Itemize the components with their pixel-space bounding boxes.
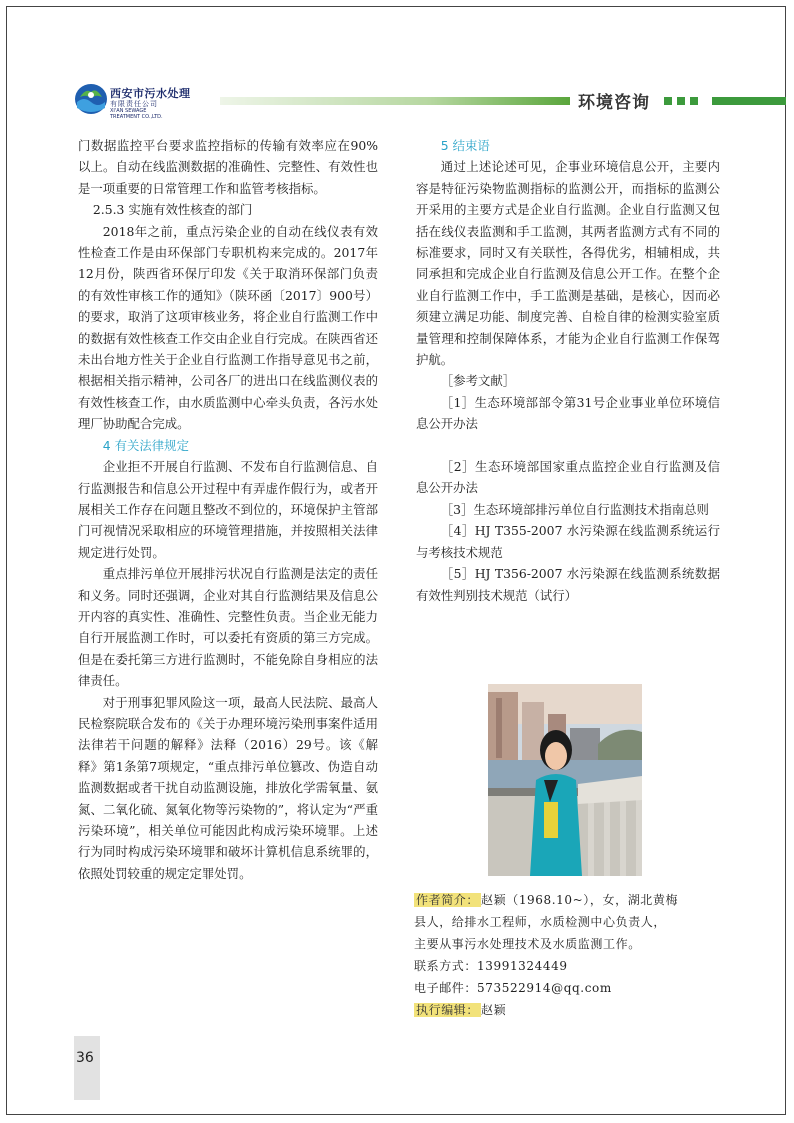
author-photo <box>488 684 642 876</box>
reference-item: ［1］生态环境部部令第31号企业事业单位环境信息公开办法 <box>416 394 720 432</box>
header-square-2 <box>677 97 685 105</box>
author-email: 电子邮件：573522914@qq.com <box>414 981 612 995</box>
spacer <box>416 435 720 456</box>
header-square-1 <box>664 97 672 105</box>
author-intro-label: 作者简介： <box>416 893 480 907</box>
section-heading: 4 有关法律规定 <box>102 437 189 453</box>
editor-label: 执行编辑： <box>416 1003 480 1017</box>
paragraph: 企业拒不开展自行监测、不发布自行监测信息、自行监测报告和信息公开过程中有弄虚作假行为，或者开展相关工作存在问题且整改不到位的，环境保护主管部门可视情况采取相应的环境管理措施，并按照相关法律规定进行处罚。 <box>78 459 378 560</box>
paragraph: 门数据监控平台要求监控指标的传输有效率应在90%以上。自动在线监测数据的准确性、完整性、有效性也是一项重要的日常管理工作和监管考核指标。 <box>78 138 378 196</box>
editor-name: 赵颖 <box>481 1003 507 1017</box>
company-logo <box>74 80 204 124</box>
subsection-heading: 2.5.3 实施有效性核查的部门 <box>92 202 253 218</box>
left-column <box>78 135 378 884</box>
header-square-3 <box>690 97 698 105</box>
reference-item: ［2］生态环境部国家重点监控企业自行监测及信息公开办法 <box>416 459 720 496</box>
paragraph: 重点排污单位开展排污状况自行监测是法定的责任和义务。同时还强调，企业对其自行监测结果及信息公开内容的真实性、准确性、完整性负责。当企业无能力自行开展监测工作时，可以委托有资质的第三方完成。但是在委托第三方进行监测时，不能免除自身相应的法律责任。 <box>78 566 378 689</box>
header-gradient-bar <box>220 97 570 105</box>
author-intro-text: 赵颖（1968.10~），女，湖北黄梅 <box>481 893 679 907</box>
logo-english-line2: TREATMENT CO.,LTD. <box>110 114 163 120</box>
reference-item: ［3］生态环境部排污单位自行监测技术指南总则 <box>440 501 709 517</box>
right-column <box>416 135 720 606</box>
header-right-bar <box>712 97 786 105</box>
paragraph: 通过上述论述可见，企事业环境信息公开，主要内容是特征污染物监测指标的监测公开，而指标的监测公开采用的主要方式是企业自行监测。企业自行监测又包括在线仪表监测和手工监测，其两者监测方式有不同的标准要求，同时又有关联性，各得优劣，相辅相成，共同承担和完成企业自行监测及信息公开工作。在整个企业自行监测工作中，手工监测是基础，是核心，因而必须建立满足功能、制度完善、自检自律的检测实验室质量管理和控制保障体系，才能为企业自行监测工作保驾护航。 <box>416 159 720 368</box>
author-intro-line3: 主要从事污水处理技术及水质监测工作。 <box>414 937 641 951</box>
paragraph: 2018年之前，重点污染企业的自动在线仪表有效性检查工作是由环保部门专职机构来完成的。2017年12月份，陕西省环保厅印发《关于取消环保部门负责的有效性审核工作的通知》（陕环函〔2017〕900号）的要求，取消了这项审核业务，将企业自行监测工作中的数据有效性核查工作交由企业自行完成。在陕西省还未出台地方性关于企业自行监测工作指导意见书之前，根据相关指示精神，公司各厂的进出口在线监测仪表的有效性核查工作，由水质监测中心牵头负责，各污水处理厂协助配合完成。 <box>78 223 378 432</box>
editor-line <box>414 999 724 1021</box>
section-heading: 5 结束语 <box>440 138 490 153</box>
paragraph: 对于刑事犯罪风险这一项，最高人民法院、最高人民检察院联合发布的《关于办理环境污染刑事案件适用法律若干问题的解释》法释（2016）29号。该《解释》第1条第7项规定，“重点排污单位篡改、伪造自动监测数据或者干扰自动监测设施，排放化学需氧量、氨氮、二氧化硫、氮氧化物等污染物的”，将认定为“严重污染环境”，相关单位可能因此构成污染环境罪。上述行为同时构成污染环境罪和破坏计算机信息系统罪的，依照处罚较重的规定定罪处罚。 <box>78 694 378 881</box>
logo-emblem-icon <box>74 82 108 116</box>
author-info <box>414 889 724 1021</box>
reference-item: ［4］HJ T355-2007 水污染源在线监测系统运行与考核技术规范 <box>416 523 720 560</box>
author-intro-line1 <box>414 889 724 911</box>
section-title: 环境咨询 <box>578 93 650 113</box>
page-number: 36 <box>76 1050 94 1066</box>
logo-english-line1: XI'AN SEWAGE <box>110 108 147 114</box>
reference-item: ［5］HJ T356-2007 水污染源在线监测系统数据有效性判别技术规范（试行） <box>416 566 720 603</box>
references-heading: ［参考文献］ <box>440 373 516 389</box>
logo-subtitle: 有限责任公司 <box>110 100 158 108</box>
author-intro-line2: 县人，给排水工程师，水质检测中心负责人， <box>414 915 667 929</box>
author-contact: 联系方式：13991324449 <box>414 959 568 973</box>
logo-chinese-name: 西安市污水处理 <box>110 87 191 100</box>
author-photo-illustration <box>488 684 642 876</box>
page-number-tab <box>74 1036 100 1100</box>
